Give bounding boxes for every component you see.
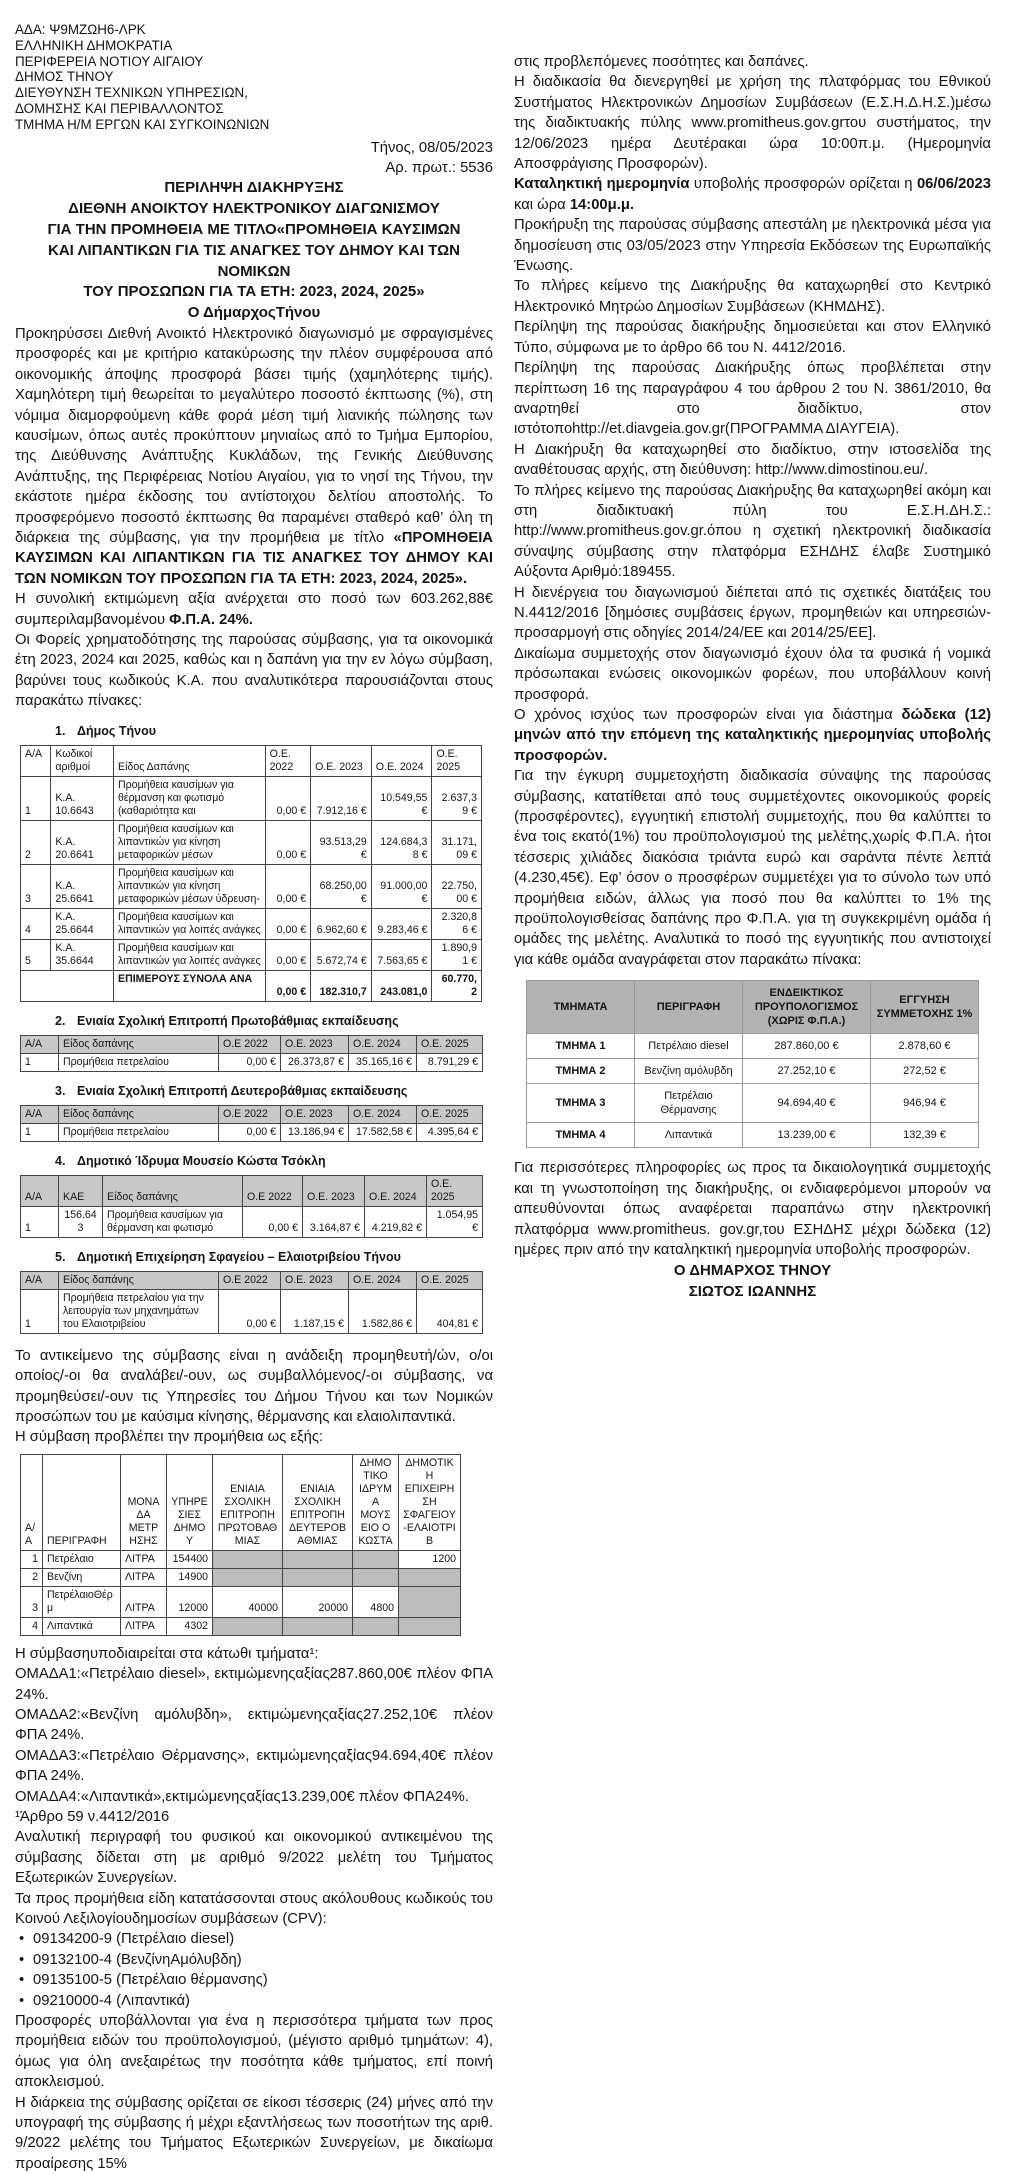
cell-amount: 35.165,16 € [349, 1053, 417, 1071]
right-column [514, 52, 991, 1302]
contract-title-bold: «ΠΡΟΜΗΘΕΙΑ ΚΑΥΣΙΜΩΝ ΚΑΙ ΛΙΠΑΝΤΙΚΩΝ ΓΙΑ ΤΙΣ ΑΝΑΓΚΕΣ ΤΟΥ ΔΗΜΟΥ ΚΑΙ ΤΩΝ ΝΟΜΙΚΩΝ ΤΟΥ ΠΡΟΣΩΠΩΝ ΓΙΑ ΤΑ ΕΤΗ: 2023, 2024, 2025». [15, 530, 493, 587]
table-row [21, 776, 482, 820]
table-row [21, 864, 482, 908]
cell-code: 156.643 [59, 1206, 103, 1237]
cell-na [213, 1617, 283, 1635]
cell-description: Προμήθεια καυσίμων και λιπαντικών για κίνηση μεταφορικών μέσων ύδρευση- [114, 864, 266, 908]
cell-guarantee: 2.878,60 € [871, 1034, 979, 1059]
lot-line-1: ΟΜΑΔΑ1:«Πετρέλαιο diesel», εκτιμώμενηςαξίας287.860,00€ πλέον ΦΠΑ 24%. [15, 1666, 493, 1703]
header-cell: ΚΑΕ [59, 1175, 103, 1206]
table-header-row [21, 1271, 483, 1289]
cell-budget: 287.860,00 € [743, 1034, 871, 1059]
cell-amount: 7.563,65 € [371, 939, 432, 970]
cell-quantity: 1200 [399, 1550, 461, 1568]
cell-amount: 31.171,09 € [432, 820, 482, 864]
mayor-subtitle: Ο ΔήμαρχοςΤήνου [187, 304, 321, 322]
section-heading-3: 3. Ενιαία Σχολική Επιτροπή Δευτεροβάθμιας εκπαίδευσης [55, 1083, 408, 1098]
cell-code: Κ.Α. 20.6641 [51, 820, 114, 864]
vat-bold: Φ.Π.Α. 24%. [169, 611, 253, 628]
header-cell: Α/Α [21, 1175, 59, 1206]
cell-index: 4 [21, 1617, 43, 1635]
header-cell: Ο.Ε 2022 [219, 1105, 281, 1123]
paragraph-website: Η Διακήρυξη θα καταχωρηθεί στο διαδίκτυο, στην ιστοσελίδα της αναθέτουσας αρχής, στη διεύθυνση: http://www.dimostinou.eu/. [514, 441, 991, 479]
cell-description: Λιπαντικά [43, 1617, 121, 1635]
header-cell: ΥΠΗΡΕΣΙΕΣ ΔΗΜΟΥ [167, 1454, 213, 1550]
cell-description: Πετρέλαιο Θέρμανσης [635, 1084, 743, 1123]
place-date: Τήνος, 08/05/2023 [370, 139, 493, 156]
cell-unit: ΛΙΤΡΑ [121, 1617, 167, 1635]
header-cell: Ο.Ε. 2023 [281, 1105, 349, 1123]
cell-index: 1 [21, 1206, 59, 1237]
header-cell: Α/Α [21, 1105, 59, 1123]
paragraph-total-value: Η συνολική εκτιμώμενη αξία ανέρχεται στο ποσό των 603.262,88€ συμπεριλαμβανομένου Φ.Π.Α. 24%. [15, 591, 493, 628]
table-header-row [21, 1105, 483, 1123]
cell-amount: 7.912,16 € [311, 776, 372, 820]
table-row [21, 908, 482, 939]
paragraph-offer-validity: Ο χρόνος ισχύος των προσφορών είναι για διάστημα δώδεκα (12) μηνών από την επόμενη της καταληκτικής ημερομηνίας υποβολής προσφορών. [514, 707, 991, 764]
cell-lot: ΤΜΗΜΑ 2 [527, 1059, 635, 1084]
cell-amount: 93.513,29 € [311, 820, 372, 864]
cell-amount: 6.962,60 € [311, 908, 372, 939]
header-cell: Ο.Ε. 2024 [349, 1035, 417, 1053]
cell-amount: 1.187,15 € [281, 1289, 349, 1333]
title-line: ΓΙΑ ΤΗΝ ΠΡΟΜΗΘΕΙΑ ΜΕ ΤΙΤΛΟ«ΠΡΟΜΗΘΕΙΑ ΚΑΥΣΙΜΩΝ [47, 220, 461, 238]
table-row [527, 1084, 979, 1123]
header-cell: Α/Α [21, 1271, 59, 1289]
table-row [21, 1586, 461, 1617]
title-line: ΠΕΡΙΛΗΨΗ ΔΙΑΚΗΡΥΞΗΣ [164, 179, 344, 197]
cell-quantity: 40000 [213, 1586, 283, 1617]
cell-quantity: 14900 [167, 1568, 213, 1586]
cell-amount: 404,81 € [417, 1289, 483, 1333]
cpv-item: • 09132100-4 (ΒενζίνηΑμόλυβδη) [15, 1950, 493, 1970]
cell-amount: 0,00 € [219, 1289, 281, 1333]
cell-description: Προμήθεια καυσίμων και λιπαντικών για λοιπές ανάγκες [114, 939, 266, 970]
paragraph-participation: Δικαίωμα συμμετοχής στον διαγωνισμό έχουν όλα τα φυσικά ή νομικά πρόσωπακαι ενώσεις οικονομικών φορέων, που υποβάλλουν κοινή προσφορά. [514, 645, 991, 703]
table-row [527, 1059, 979, 1084]
header-cell: Ο.Ε. 2023 [303, 1175, 365, 1206]
ada-code: ΑΔΑ: Ψ9ΜΖΩΗ6-ΛΡΚ [15, 22, 146, 37]
cell-total: 182.310,7 [311, 970, 372, 1001]
table-row [21, 1617, 461, 1635]
paragraph-announcement: Προκηρύσσει Διεθνή Ανοικτό Ηλεκτρονικό διαγωνισμό με σφραγισμένες προσφορές και με κριτήριο κατακύρωσης την πλέον συμφέρουσα από οικονομικής άποψης προσφορά βάσει τιμής (χαμηλότερης τιμής). Χαμηλότερη τιμή θεωρείται το μεγαλύτερο ποσοστό έκπτωσης (%), στη νόμιμα διαμορφούμενη κάθε φορά μέση τιμή λιανικής πώλησης των καυσίμων, όπως αυτές προκύπτουν μηνιαίως από το Τμήμα Εμπορίου, της Διεύθυνσης Ανάπτυξης Κυκλάδων, της Γενικής Διεύθυνσης Ανάπτυξης, της Περιφέρειας Νοτίου Αιγαίου, για το νησί της Τήνου, την εκάστοτε ημέρα έκδοσης του αντίστοιχου δελτίου αποστολής. Το προσφερόμενο ποσοστό έκπτωσης θα παραμένει σταθερό καθ’ όλη τη διάρκεια της σύμβασης, για την προμήθεια με τίτλο «ΠΡΟΜΗΘΕΙΑ ΚΑΥΣΙΜΩΝ ΚΑΙ ΛΙΠΑΝΤΙΚΩΝ ΓΙΑ ΤΙΣ ΑΝΑΓΚΕΣ ΤΟΥ ΔΗΜΟΥ ΚΑΙ ΤΩΝ ΝΟΜΙΚΩΝ ΤΟΥ ΠΡΟΣΩΠΩΝ ΓΙΑ ΤΑ ΕΤΗ: 2023, 2024, 2025». [15, 325, 493, 587]
cell-empty [21, 970, 114, 1001]
table-header-row [21, 1175, 483, 1206]
cell-description: Προμήθεια καυσίμων για θέρμανση και φωτισμό (καθαριότητα και [114, 776, 266, 820]
cell-amount: 0,00 € [265, 776, 310, 820]
cell-guarantee: 946,94 € [871, 1084, 979, 1123]
cell-lot: ΤΜΗΜΑ 4 [527, 1123, 635, 1148]
table-row [21, 1053, 483, 1071]
cell-amount: 91.000,00 € [371, 864, 432, 908]
cell-amount: 1.582,86 € [349, 1289, 417, 1333]
cell-quantity: 4800 [353, 1586, 399, 1617]
cell-code: Κ.Α. 35.6644 [51, 939, 114, 970]
header-cell: Α/Α [21, 1454, 43, 1550]
paragraph-contract-object: Το αντικείμενο της σύμβασης είναι η ανάδειξη προμηθευτή/ών, ο/οι οποίος/-οι θα αναλάβει/-ουν, ως συμβαλλόμενος/-οι σύμβασης, να προμηθεύσει/-ουν τις Υπηρεσίες του Δήμου Τήνου και των Νομικών προσώπων του με καύσιμα κίνησης, θέρμανσης και ελαιολιπαντικά. [15, 1347, 493, 1425]
section-heading-4: 4. Δημοτικό Ίδρυμα Μουσείο Κώστα Τσόκλη [55, 1153, 326, 1168]
cell-index: 1 [21, 1550, 43, 1568]
header-cell: Ο.Ε. 2023 [281, 1035, 349, 1053]
table-slaughterhouse [20, 1271, 483, 1334]
cell-amount: 0,00 € [265, 939, 310, 970]
cell-amount: 4.395,64 € [417, 1123, 483, 1141]
cell-na [283, 1550, 353, 1568]
cell-quantity: 154400 [167, 1550, 213, 1568]
table-school-primary [20, 1035, 483, 1072]
cell-amount: 1.054,95 € [427, 1206, 483, 1237]
cell-total: 243.081,0 [371, 970, 432, 1001]
cell-budget: 27.252,10 € [743, 1059, 871, 1084]
cell-description: Προμήθεια πετρελαίου [59, 1123, 219, 1141]
cell-code: Κ.Α. 25.6641 [51, 864, 114, 908]
authority-line: ΕΛΛΗΝΙΚΗ ΔΗΜΟΚΡΑΤΙΑ [15, 37, 173, 53]
cpv-item: • 09210000-4 (Λιπαντικά) [15, 1991, 493, 2011]
cell-amount: 2.637,39 € [432, 776, 482, 820]
cell-quantity: 12000 [167, 1586, 213, 1617]
cpv-item: • 09134200-9 (Πετρέλαιο diesel) [15, 1929, 493, 1949]
paragraph-kimdis: Το πλήρες κείμενο της Διακήρυξης θα καταχωρηθεί στο Κεντρικό Ηλεκτρονικό Μητρώο Δημοσίων Συμβάσεων (ΚΗΜΔΗΣ). [514, 278, 991, 315]
header-cell: Είδος δαπάνης [103, 1175, 243, 1206]
cell-guarantee: 132,39 € [871, 1123, 979, 1148]
header-cell: ΠΕΡΙΓΡΑΦΗ [635, 981, 743, 1034]
cell-na [213, 1568, 283, 1586]
footnote-law: ¹Άρθρο 59 ν.4412/2016 [15, 1808, 170, 1825]
title-line: ΤΟΥ ΠΡΟΣΩΠΩΝ ΓΙΑ ΤΑ ΕΤΗ: 2023, 2024, 2025» [83, 283, 425, 301]
authority-line: ΠΕΡΙΦΕΡΕΙΑ ΝΟΤΙΟΥ ΑΙΓΑΙΟΥ [15, 53, 204, 69]
cell-amount: 0,00 € [219, 1053, 281, 1071]
header-cell: ΕΝΔΕΙΚΤΙΚΟΣ ΠΡΟΥΠΟΛΟΓΙΣΜΟΣ (ΧΩΡΙΣ Φ.Π.Α.) [743, 981, 871, 1034]
cell-code: Κ.Α. 25.6644 [51, 908, 114, 939]
header-cell: Ο.Ε. 2023 [311, 745, 372, 776]
header-cell: Κωδικοί αριθμοί [51, 745, 114, 776]
title-line: ΚΑΙ ΛΙΠΑΝΤΙΚΩΝ ΓΙΑ ΤΙΣ ΑΝΑΓΚΕΣ ΤΟΥ ΔΗΜΟΥ ΚΑΙ ΤΩΝ ΝΟΜΙΚΩΝ [48, 241, 460, 280]
lot-line-4: ΟΜΑΔΑ4:«Λιπαντικά»,εκτιμώμενηςαξίας13.239,00€ πλέον ΦΠΑ24%. [15, 1788, 469, 1805]
paragraph-funding: Οι Φορείς χρηματοδότησης της παρούσας σύμβασης, για τα οικονομικά έτη 2023, 2024 και 2025, καθώς και η δαπάνη για την εν λόγω σύμβαση, βαρύνει τους κωδικούς Κ.Α. που αναλυτικότερα παρουσιάζονται στους παρακάτω πίνακες: [15, 632, 493, 710]
table-header-row [21, 1454, 461, 1550]
cell-index: 1 [21, 1123, 59, 1141]
cell-lot: ΤΜΗΜΑ 1 [527, 1034, 635, 1059]
header-cell: Α/Α [21, 1035, 59, 1053]
cell-amount: 1.890,91 € [432, 939, 482, 970]
cell-index: 1 [21, 1053, 59, 1071]
header-cell: Ο.Ε. 2024 [365, 1175, 427, 1206]
table-header-row [527, 981, 979, 1034]
lot-line-2: ΟΜΑΔΑ2:«Βενζίνη αμόλυβδη», εκτιμώμενηςαξίας27.252,10€ πλέον ΦΠΑ 24%. [15, 1706, 493, 1744]
cell-description: Προμήθεια πετρελαίου [59, 1053, 219, 1071]
header-cell: Ο.Ε. 2024 [349, 1105, 417, 1123]
cell-amount: 0,00 € [265, 820, 310, 864]
cell-description: Προμήθεια καυσίμων για θέρμανση και φωτισμό [103, 1206, 243, 1237]
left-column [15, 22, 493, 2174]
cell-index: 4 [21, 908, 51, 939]
date-protocol-block [15, 138, 493, 179]
header-cell: Είδος Δαπάνης [114, 745, 266, 776]
table-row [21, 1568, 461, 1586]
cell-budget: 94.694,40 € [743, 1084, 871, 1123]
section-heading-5: 5. Δημοτική Επιχείρηση Σφαγείου – Ελαιοτριβείου Τήνου [55, 1249, 401, 1264]
cell-na [399, 1617, 461, 1635]
paragraph-press: Περίληψη της παρούσας διακήρυξης δημοσιεύεται και στον Ελληνικό Τύπο, σύμφωνα με το άρθρο 66 του Ν. 4412/2016. [514, 319, 991, 356]
cell-amount: 0,00 € [243, 1206, 303, 1237]
cell-index: 1 [21, 776, 51, 820]
paragraph-more-info: Για περισσότερες πληροφορίες ως προς τα δικαιολογητικά συμμετοχής και τη γνωστοποίηση της διακήρυξης, οι ενδιαφερόμενοι μπορούν να απευθύνονται όπως αναφέρεται παραπάνω στην ηλεκτρονική πλατφόρμα www.promitheus. gov.gr,του ΕΣΗΔΗΣ μέχρι δώδεκα (12) ημέρες πριν από την καταληκτική ημερομηνία υποβολής προσφορών. [514, 1160, 991, 1258]
paragraph-diavgeia: Περίληψη της παρούσας Διακήρυξης όπως προβλέπεται στην περίπτωση 16 της παραγράφου 4 του άρθρου 2 του Ν. 3861/2010, θα αναρτηθεί στο διαδίκτυο, στον ιστότοποhttp://et.diavgeia.gov.gr(ΠΡΟΓΡΑΜΜΑ ΔΙΑΥΓΕΙΑ). [514, 360, 991, 438]
paragraph-procedure: Η διαδικασία θα διενεργηθεί με χρήση της πλατφόρμας του Εθνικού Συστήματος Ηλεκτρονικών Δημοσίων Συμβάσεων (Ε.Σ.Η.Δ.Η.Σ.)μέσω της διαδικτυακής πύλης www.promitheus.gov.grτου συστήματος, την 12/06/2023 ημέρα Δευτέρακαι ώρα 10:00π.μ. (Ημερομηνία Αποσφράγισης Προσφορών). [514, 74, 991, 173]
header-cell: Είδος δαπάνης [59, 1035, 219, 1053]
paragraph-esidis: Το πλήρες κείμενο της παρούσας Διακήρυξης θα καταχωρηθεί ακόμη και στη διαδικτυακή πύλη του Ε.Σ.Η.ΔΗ.Σ.: http://www.promitheus.gov.gr.όπου η σχετική ηλεκτρονική διαδικασία σύναψης σύμβασης στην πλατφόρμα ΕΣΗΔΗΣ έλαβε Συστημικό Αύξοντα Αριθμό:189455. [514, 482, 991, 581]
cell-na [283, 1617, 353, 1635]
table-row [21, 1289, 483, 1333]
cell-amount: 10.549,55 € [371, 776, 432, 820]
cell-na [399, 1568, 461, 1586]
header-cell: Ο.Ε. 2025 [417, 1035, 483, 1053]
table-supply-quantities [20, 1454, 461, 1636]
table-row [21, 1123, 483, 1141]
cpv-item: • 09135100-5 (Πετρέλαιο θέρμανσης) [15, 1970, 493, 1990]
cell-description: Βενζίνη [43, 1568, 121, 1586]
header-cell: ΔΗΜΟΤΙΚΟ ΙΔΡΥΜΑ ΜΟΥΣΕΙΟ Ο ΚΩΣΤΑ [353, 1454, 399, 1550]
table-header-row [21, 745, 482, 776]
cell-na [213, 1550, 283, 1568]
section-heading-1: 1. Δήμος Τήνου [55, 723, 157, 738]
cell-index: 2 [21, 820, 51, 864]
cell-na [353, 1617, 399, 1635]
cell-unit: ΛΙΤΡΑ [121, 1550, 167, 1568]
cell-quantity: 20000 [283, 1586, 353, 1617]
cpv-list [15, 1929, 493, 2011]
paragraph-deadline: Καταληκτική ημερομηνία υποβολής προσφορών ορίζεται η 06/06/2023 και ώρα 14:00μ.μ. [514, 176, 991, 213]
cell-description: Προμήθεια πετρελαίου για την λειτουργία των μηχανημάτων του Ελαιοτριβείου [59, 1289, 219, 1333]
cell-amount: 2.320,86 € [432, 908, 482, 939]
cell-description: Προμήθεια καυσίμων και λιπαντικών για λοιπές ανάγκες [114, 908, 266, 939]
header-cell: Ο.Ε. 2025 [427, 1175, 483, 1206]
paragraph-study-ref: Αναλυτική περιγραφή του φυσικού και οικονομικού αντικειμένου της σύμβασης δίδεται στη με αριθμό 9/2022 μελέτη του Τμήματος Εξωτερικών Συνεργείων. [15, 1829, 493, 1887]
cell-amount: 4.219,82 € [365, 1206, 427, 1237]
validity-bold: δώδεκα (12) μηνών από την επόμενη της καταληκτικής ημερομηνίας υποβολής προσφορών. [514, 707, 991, 764]
cell-amount: 68.250,00 € [311, 864, 372, 908]
cell-description: Λιπαντικά [635, 1123, 743, 1148]
header-cell: ΕΓΓΥΗΣΗ ΣΥΜΜΕΤΟΧΗΣ 1% [871, 981, 979, 1034]
table-total-row [21, 970, 482, 1001]
table-header-row [21, 1035, 483, 1053]
header-cell: ΤΜΗΜΑΤΑ [527, 981, 635, 1034]
cell-amount: 124.684,38 € [371, 820, 432, 864]
authority-line: ΔΟΜΗΣΗΣ ΚΑΙ ΠΕΡΙΒΑΛΛΟΝΤΟΣ [15, 100, 224, 116]
paragraph-cpv-intro: Τα προς προμήθεια είδη κατατάσσονται στους ακόλουθους κωδικούς του Κοινού Λεξιλογίουδημοσίων συμβάσεων (CPV): [15, 1890, 493, 1927]
cell-amount: 0,00 € [265, 908, 310, 939]
cell-budget: 13.239,00 € [743, 1123, 871, 1148]
cell-na [353, 1568, 399, 1586]
cell-code: Κ.Α. 10.6643 [51, 776, 114, 820]
cell-guarantee: 272,52 € [871, 1059, 979, 1084]
cell-amount: 0,00 € [219, 1123, 281, 1141]
paragraph-continuation: στις προβλεπόμενες ποσότητες και δαπάνες. [514, 54, 809, 70]
header-cell: Ο.Ε. 2024 [349, 1271, 417, 1289]
table-row [21, 1550, 461, 1568]
paragraph-lots-intro: Η σύμβασηυποδιαιρείται στα κάτωθι τμήματα¹: [15, 1645, 319, 1662]
table-row [21, 820, 482, 864]
cell-index: 1 [21, 1289, 59, 1333]
cell-index: 3 [21, 864, 51, 908]
header-cell: Ο.Ε. 2025 [417, 1271, 483, 1289]
cell-amount: 13.186,94 € [281, 1123, 349, 1141]
cell-amount: 9.283,46 € [371, 908, 432, 939]
header-cell: Α/Α [21, 745, 51, 776]
header-cell: Ο.Ε 2022 [219, 1035, 281, 1053]
header-cell: ΠΕΡΙΓΡΑΦΗ [43, 1454, 121, 1550]
header-cell: Ο.Ε. 2022 [265, 745, 310, 776]
cell-quantity: 4302 [167, 1617, 213, 1635]
header-cell: ΕΝΙΑΙΑ ΣΧΟΛΙΚΗ ΕΠΙΤΡΟΠΗ ΔΕΥΤΕΡΟΒΑΘΜΙΑΣ [283, 1454, 353, 1550]
deadline-time-bold: 14:00μ.μ. [569, 196, 634, 213]
authority-line: ΤΜΗΜΑ Η/Μ ΕΡΓΩΝ ΚΑΙ ΣΥΓΚΟΙΝΩΝΙΩΝ [15, 116, 270, 132]
paragraph-guarantee: Για την έγκυρη συμμετοχήστη διαδικασία σύναψης της παρούσας σύμβασης, κατατίθεται από τους συμμετέχοντες οικονομικούς φορείς (προσφέροντες), εγγυητική επιστολή συμμετοχής, που θα καλύπτει το ένα τοις εκατό(1%) του προϋπολογισμού της μελέτης,χωρίς Φ.Π.Α. ήτοι τέσσερις χιλιάδες διακόσια τριάντα ευρώ και σαράντα πέντε λεπτά (4.230,45€). Εφ’ όσον ο προσφέρων συμμετέχει για το σύνολο των υπό προμήθεια ειδών, άλλως για ποσό που θα καλύπτει το 1% της προϋπολογισθείσας δαπάνης προ Φ.Π.Α. για τη συγκεκριμένη ομάδα ή ομάδες της μελέτης. Αναλυτικά το ποσό της εγγυητικής που αντιστοιχεί για κάθε ομάδα αναγράφεται στον παρακάτω πίνακα: [514, 768, 991, 968]
table-school-secondary [20, 1105, 483, 1142]
header-cell: Ο.Ε. 2024 [371, 745, 432, 776]
header-cell: Ο.Ε 2022 [243, 1175, 303, 1206]
deadline-bold: Καταληκτική ημερομηνία [514, 176, 690, 193]
cell-description: ΠετρέλαιοΘέρμ [43, 1586, 121, 1617]
deadline-date-bold: 06/06/2023 [916, 176, 991, 193]
header-cell: Είδος δαπάνης [59, 1105, 219, 1123]
cell-na [353, 1550, 399, 1568]
protocol-number: Αρ. πρωτ.: 5536 [385, 159, 493, 176]
cell-description: Βενζίνη αμόλυβδη [635, 1059, 743, 1084]
section-heading-2: 2. Ενιαία Σχολική Επιτροπή Πρωτοβάθμιας εκπαίδευσης [55, 1013, 399, 1028]
header-cell: ΔΗΜΟΤΙΚΗ ΕΠΙΧΕΙΡΗΣΗ ΣΦΑΓΕΙΟΥ-ΕΛΑΙΟΤΡΙΒ [399, 1454, 461, 1550]
header-cell: Ο.Ε. 2025 [417, 1105, 483, 1123]
header-cell: ΕΝΙΑΙΑ ΣΧΟΛΙΚΗ ΕΠΙΤΡΟΠΗ ΠΡΩΤΟΒΑΘΜΙΑΣ [213, 1454, 283, 1550]
paragraph-eu-publication: Προκήρυξη της παρούσας σύμβασης απεστάλη με ηλεκτρονικά μέσα για δημοσίευση στις 03/05/2023 στην Υπηρεσία Εκδόσεων της Ευρωπαϊκής Ένωσης. [514, 217, 991, 275]
cell-total: 60.770,2 [432, 970, 482, 1001]
paragraph-offers: Προσφορές υποβάλλονται για ένα η περισσότερα τμήματα των προς προμήθεια ειδών του προϋπολογισμού, (μέγιστο αριθμό τμημάτων: 4), όμως για όλη ανεξαιρέτως την ποσότητα κάθε τμήματος, επί ποινή αποκλεισμού. [15, 2013, 493, 2091]
header-cell: Ο.Ε. 2023 [281, 1271, 349, 1289]
table-guarantee-amounts [526, 980, 979, 1148]
cell-description: Πετρέλαιο diesel [635, 1034, 743, 1059]
cell-amount: 22.750,00 € [432, 864, 482, 908]
cell-lot: ΤΜΗΜΑ 3 [527, 1084, 635, 1123]
title-line: ΔΙΕΘΝΗ ΑΝΟΙΚΤΟΥ ΗΛΕΚΤΡΟΝΙΚΟΥ ΔΙΑΓΩΝΙΣΜΟΥ [68, 200, 440, 218]
cell-description: Πετρέλαιο [43, 1550, 121, 1568]
cell-unit: ΛΙΤΡΑ [121, 1568, 167, 1586]
authority-line: ΔΗΜΟΣ ΤΗΝΟΥ [15, 69, 114, 85]
table-row [21, 939, 482, 970]
cell-na [399, 1586, 461, 1617]
cell-na [283, 1568, 353, 1586]
table-dimos-tinou [20, 745, 482, 1002]
signature-name: ΣΙΩΤΟΣ ΙΩΑΝΝΗΣ [688, 1283, 817, 1301]
cell-index: 3 [21, 1586, 43, 1617]
header-cell: ΜΟΝΑΔΑ ΜΕΤΡΗΣΗΣ [121, 1454, 167, 1550]
table-row [21, 1206, 483, 1237]
document-title [15, 178, 493, 324]
paragraph-law-basis: Η διενέργεια του διαγωνισμού διέπεται από τις σχετικές διατάξεις του Ν.4412/2016 [δημόσιες συμβάσεις έργων, προμηθειών και υπηρεσιών- προσαρμογή στις οδηγίες 2014/24/ΕΕ και 2014/25/ΕΕ]. [514, 584, 991, 642]
cell-amount: 5.672,74 € [311, 939, 372, 970]
cell-index: 5 [21, 939, 51, 970]
cell-total-label: ΕΠΙΜΕΡΟΥΣ ΣΥΝΟΛΑ ΑΝΑ [114, 970, 266, 1001]
header-cell: Ο.Ε. 2025 [432, 745, 482, 776]
lot-line-3: ΟΜΑΔΑ3:«Πετρέλαιο Θέρμανσης», εκτιμώμενηςαξίας94.694,40€ πλέον ΦΠΑ 24%. [15, 1747, 493, 1785]
cell-description: Προμήθεια καυσίμων και λιπαντικών για κίνηση μεταφορικών μέσων [114, 820, 266, 864]
header-cell: Είδος δαπάνης [59, 1271, 219, 1289]
cell-unit: ΛΙΤΡΑ [121, 1586, 167, 1617]
table-row [527, 1123, 979, 1148]
table-row [527, 1034, 979, 1059]
cell-amount: 0,00 € [265, 864, 310, 908]
header-cell: Ο.Ε 2022 [219, 1271, 281, 1289]
paragraph-duration: Η διάρκεια της σύμβασης ορίζεται σε είκοσι τέσσερις (24) μήνες από την υπογραφή της σύμβασης ή μέχρι εξαντλήσεως των ποσοτήτων της αριθ. 9/2022 μελέτης του Τμήματος Εξωτερικών Συνεργείων, με δικαίωμα προαίρεσης 15% [15, 2094, 493, 2172]
cell-amount: 3.164,87 € [303, 1206, 365, 1237]
cell-amount: 8.791,29 € [417, 1053, 483, 1071]
table-museum-tsoklis [20, 1175, 483, 1238]
paragraph-supply-intro: Η σύμβαση προβλέπει την προμήθεια ως εξής: [15, 1429, 324, 1446]
authority-line: ΔΙΕΥΘΥΝΣΗ ΤΕΧΝΙΚΩΝ ΥΠΗΡΕΣΙΩΝ, [15, 85, 248, 101]
cell-amount: 17.582,58 € [349, 1123, 417, 1141]
cell-amount: 26.373,87 € [281, 1053, 349, 1071]
signature-title: Ο ΔΗΜΑΡΧΟΣ ΤΗΝΟΥ [673, 1262, 832, 1280]
cell-index: 2 [21, 1568, 43, 1586]
cell-total: 0,00 € [265, 970, 310, 1001]
